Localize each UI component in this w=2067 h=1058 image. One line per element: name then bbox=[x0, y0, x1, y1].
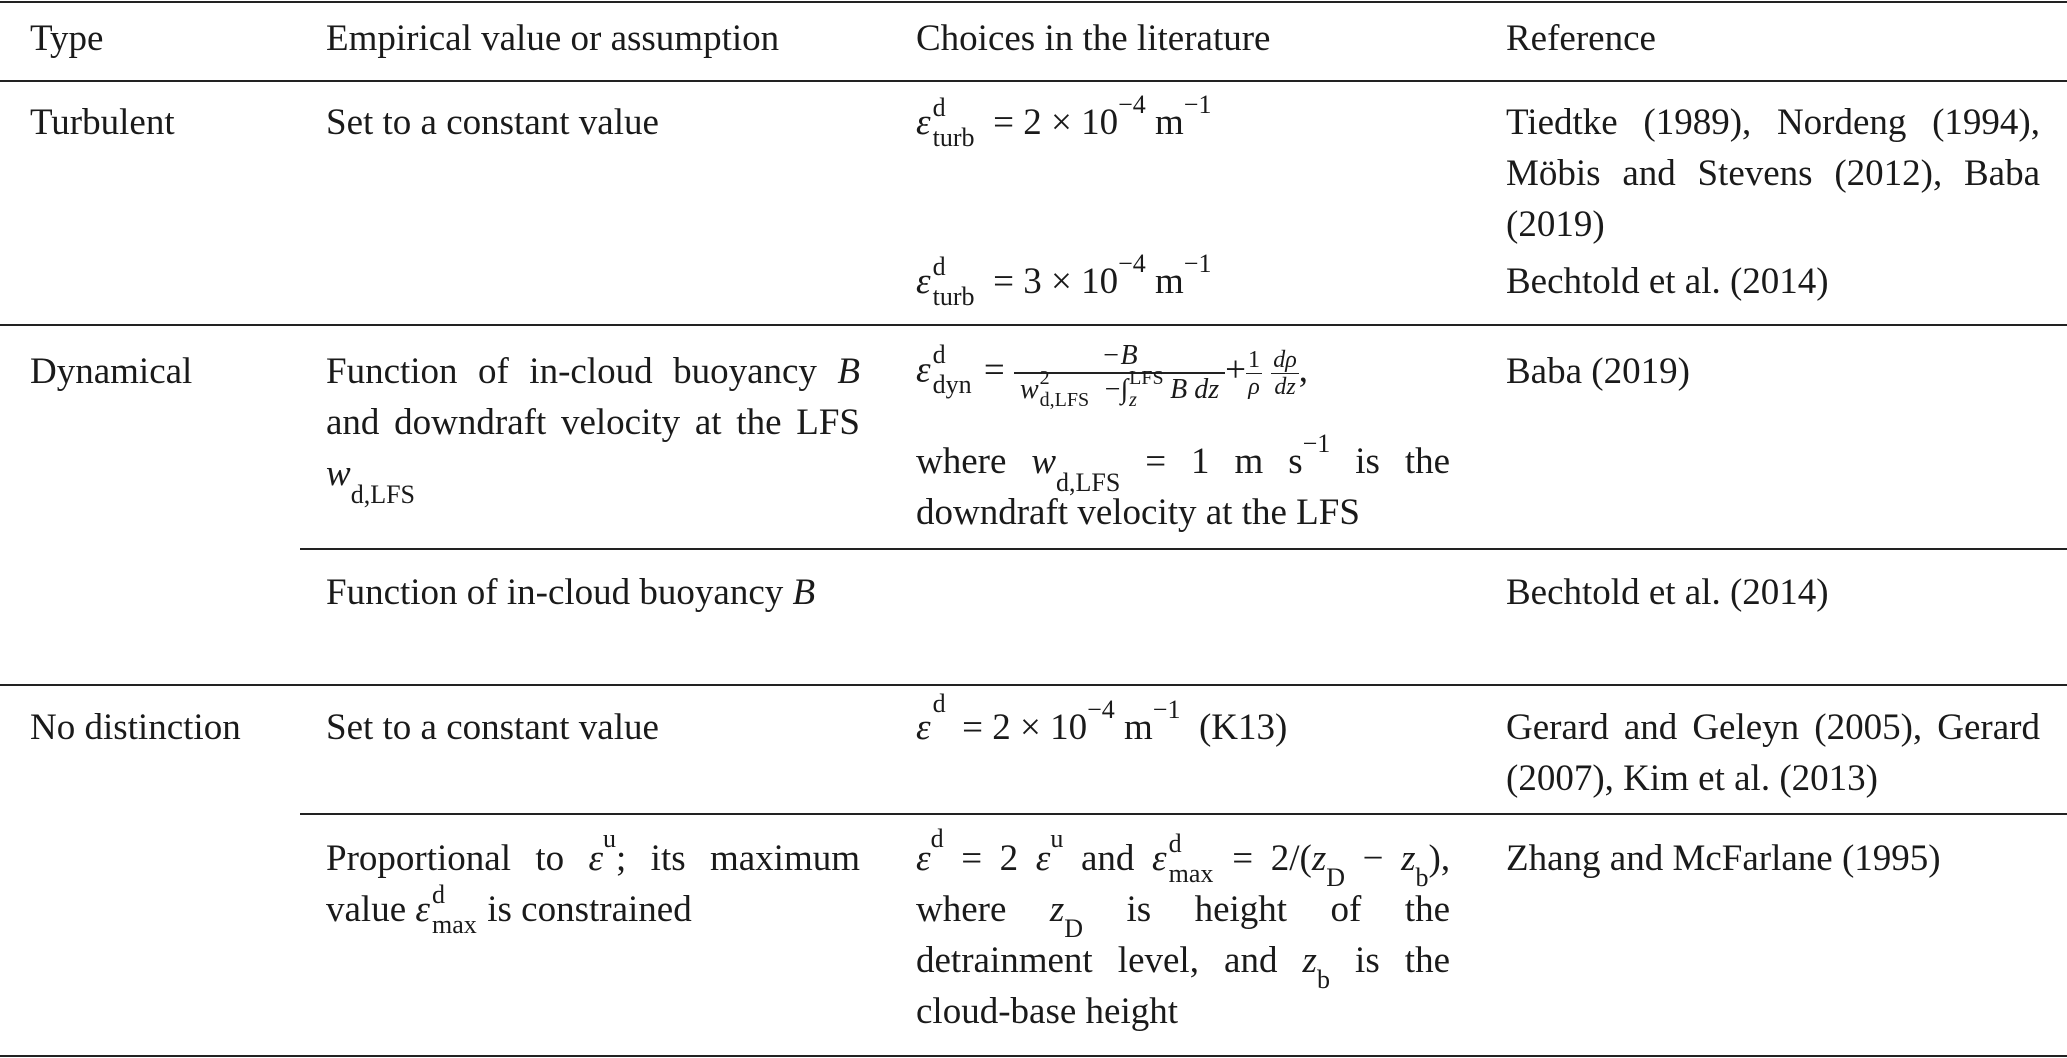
choice-turbulent-2: ε d turb = $3 \times 10^{-4}$ $m^{-1}$ bbox=[916, 248, 1212, 311]
header-choices: Choices in the literature bbox=[916, 18, 1271, 59]
type-turbulent: Turbulent bbox=[30, 102, 175, 143]
reference-turbulent-2: Bechtold et al. (2014) bbox=[1506, 261, 1829, 302]
derivative-fraction: $\frac{d\rho}{dz}$ bbox=[1273, 346, 1297, 400]
reference-no-distinction-2: Zhang and McFarlane (1995) bbox=[1506, 838, 1941, 879]
choice-no-distinction-2: $\varepsilon^d = 2$ $\varepsilon^u$ and ε d max = $2/(z_D - z_b)$, where $z_D$ is height of the detrainment level, and $z_b$ is the cloud-base height bbox=[916, 823, 1451, 1032]
reference-turbulent-1: Tiedtke (1989), Nordeng (1994), Möbis and Stevens (2012), Baba (2019) bbox=[1506, 102, 2040, 245]
assumption-no-distinction-1: Set to a constant value bbox=[326, 707, 659, 748]
density-fraction: $\frac{1}{\rho}$ bbox=[1248, 346, 1260, 400]
header-assumption: Empirical value or assumption bbox=[326, 18, 780, 59]
type-dynamical: Dynamical bbox=[30, 351, 193, 392]
eps-symbol: ε bbox=[916, 261, 931, 302]
header-rule bbox=[0, 80, 2067, 82]
turbulent-rule bbox=[0, 324, 2067, 326]
choice-dynamical-formula: ε d dyn = −B w 2 d,LFS −∫ LFS z B dz + $\frac{1}{\rho}$ $\frac{d\rho}{dz}$ , bbox=[916, 340, 1309, 411]
reference-no-distinction-1: Gerard and Geleyn (2005), Gerard (2007), Kim et al. (2013) bbox=[1506, 707, 2040, 799]
eps-symbol: ε bbox=[916, 102, 931, 143]
reference-dynamical-2: Bechtold et al. (2014) bbox=[1506, 572, 1829, 613]
choice-turbulent-1: ε d turb = $2 \times 10^{-4}$ $m^{-1}$ bbox=[916, 89, 1212, 152]
no-distinction-inner-rule bbox=[300, 813, 2067, 815]
assumption-turbulent: Set to a constant value bbox=[326, 102, 659, 143]
dynamical-inner-rule bbox=[300, 548, 2067, 550]
dynamical-rule bbox=[0, 684, 2067, 686]
choice-no-distinction-1: $\varepsilon^d = 2 \times 10^{-4}$ $m^{-1}$ (K13) bbox=[916, 688, 1288, 748]
header-type: Type bbox=[30, 18, 104, 59]
table-top-rule bbox=[0, 1, 2067, 3]
assumption-no-distinction-2: Proportional to $\varepsilon^u$; its maximum value ε d max is constrained bbox=[326, 823, 861, 939]
buoyancy-fraction: −B w 2 d,LFS −∫ LFS z B dz bbox=[1014, 340, 1225, 406]
choice-dynamical-where: where $w_{d,LFS} = 1$ m $s^{-1}$ is the downdraft velocity at the LFS bbox=[916, 428, 1451, 533]
assumption-dynamical-1: Function of in-cloud buoyancy B and downdraft velocity at the LFS $w_{d,LFS}$ bbox=[326, 351, 861, 510]
type-no-distinction: No distinction bbox=[30, 707, 241, 748]
header-reference: Reference bbox=[1506, 18, 1656, 59]
reference-dynamical-1: Baba (2019) bbox=[1506, 351, 1690, 392]
table-bottom-rule bbox=[0, 1055, 2067, 1057]
assumption-dynamical-2: Function of in-cloud buoyancy B bbox=[326, 572, 816, 613]
